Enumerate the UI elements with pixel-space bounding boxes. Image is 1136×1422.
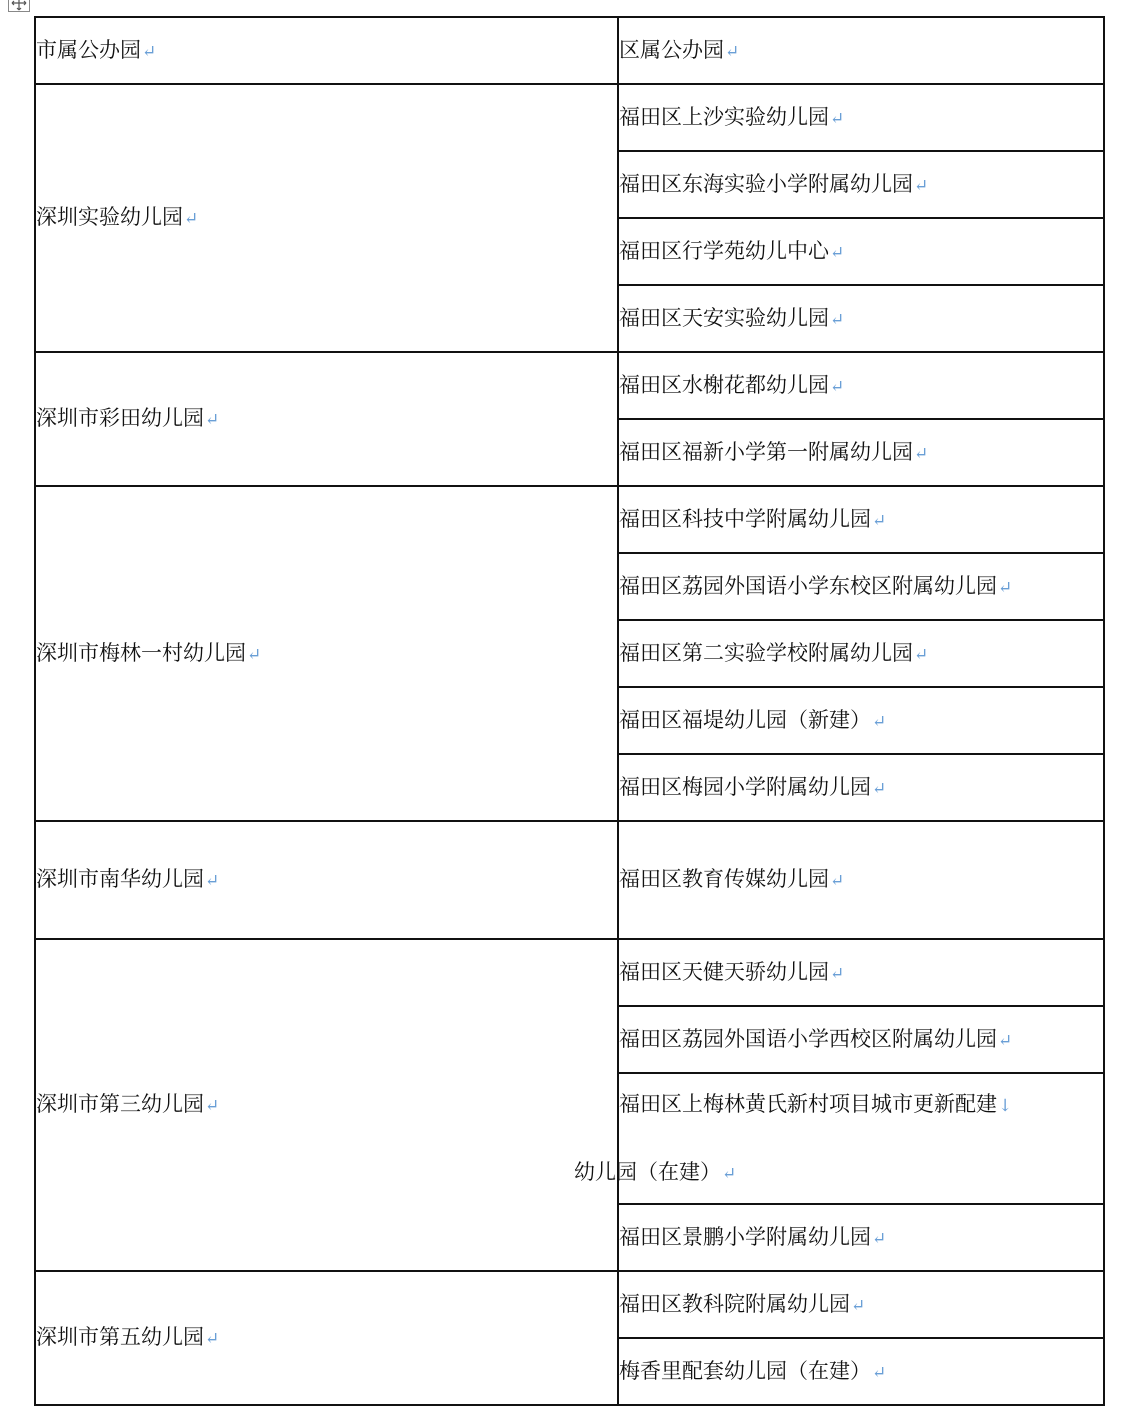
header-district-text: 区属公办园 <box>619 37 724 62</box>
city-cell <box>35 821 618 939</box>
city-cell <box>35 84 618 352</box>
paragraph-mark: ↵ <box>830 871 845 891</box>
district-cell <box>618 1338 1104 1405</box>
paragraph-mark: ↵ <box>914 644 929 665</box>
paragraph-mark: ↵ <box>872 1362 887 1383</box>
paragraph-mark: ↵ <box>722 1163 737 1184</box>
district-cell <box>618 1006 1104 1073</box>
paragraph-mark: ↵ <box>998 577 1013 598</box>
city-name: 深圳市第三幼儿园 <box>36 1092 204 1116</box>
district-name-line2: 幼儿园（在建） <box>574 1159 721 1184</box>
district-cell <box>618 620 1104 687</box>
district-cell <box>618 84 1104 151</box>
district-name: 福田区荔园外国语小学东校区附属幼儿园 <box>619 573 997 598</box>
paragraph-mark: ↵ <box>830 108 845 129</box>
district-name: 福田区东海实验小学附属幼儿园 <box>619 171 913 196</box>
district-name: 福田区教育传媒幼儿园 <box>619 867 829 891</box>
header-city-text: 市属公办园 <box>36 37 141 62</box>
paragraph-mark: ↵ <box>830 963 845 984</box>
district-name: 梅香里配套幼儿园（在建） <box>619 1358 871 1383</box>
paragraph-mark: ↵ <box>830 242 845 263</box>
district-cell <box>618 285 1104 352</box>
paragraph-mark: ↵ <box>247 644 262 665</box>
district-cell <box>618 821 1104 939</box>
district-name: 福田区天健天骄幼儿园 <box>619 959 829 984</box>
paragraph-mark: ↵ <box>142 41 157 62</box>
city-cell <box>35 352 618 486</box>
city-name: 深圳市彩田幼儿园 <box>36 406 204 430</box>
district-cell <box>618 939 1104 1006</box>
district-name: 福田区第二实验学校附属幼儿园 <box>619 640 913 665</box>
paragraph-mark: ↵ <box>998 1030 1013 1051</box>
district-name: 福田区科技中学附属幼儿园 <box>619 506 871 531</box>
district-name: 福田区上沙实验幼儿园 <box>619 104 829 129</box>
kindergarten-table <box>34 16 1105 1406</box>
district-name: 福田区福新小学第一附属幼儿园 <box>619 439 913 464</box>
district-name-line1: 福田区上梅林黄氏新村项目城市更新配建 <box>619 1091 997 1116</box>
line-break-mark: ↓ <box>998 1095 1013 1116</box>
district-cell <box>618 218 1104 285</box>
paragraph-mark: ↵ <box>872 510 887 531</box>
paragraph-mark: ↵ <box>205 871 220 891</box>
city-name: 深圳市第五幼儿园 <box>36 1325 204 1349</box>
district-name: 福田区天安实验幼儿园 <box>619 305 829 330</box>
paragraph-mark: ↵ <box>205 1329 220 1349</box>
table-row <box>35 939 1104 1006</box>
header-district <box>618 17 1104 84</box>
district-cell <box>618 352 1104 419</box>
district-name: 福田区景鹏小学附属幼儿园 <box>619 1224 871 1249</box>
city-name: 深圳实验幼儿园 <box>36 205 183 229</box>
table-row <box>35 486 1104 553</box>
city-cell <box>35 1271 618 1405</box>
district-name: 福田区水榭花都幼儿园 <box>619 372 829 397</box>
paragraph-mark: ↵ <box>830 376 845 397</box>
city-cell <box>35 486 618 821</box>
district-cell <box>618 1271 1104 1338</box>
move-icon <box>11 0 27 11</box>
paragraph-mark: ↵ <box>914 175 929 196</box>
table-row <box>35 821 1104 939</box>
paragraph-mark: ↵ <box>205 1096 220 1116</box>
paragraph-mark: ↵ <box>851 1295 866 1316</box>
paragraph-mark: ↵ <box>830 309 845 330</box>
header-row <box>35 17 1104 84</box>
paragraph-mark: ↵ <box>725 41 740 62</box>
paragraph-mark: ↵ <box>872 778 887 799</box>
district-cell <box>618 687 1104 754</box>
city-name: 深圳市南华幼儿园 <box>36 867 204 891</box>
header-city <box>35 17 618 84</box>
district-name: 福田区行学苑幼儿中心 <box>619 238 829 263</box>
district-cell <box>618 419 1104 486</box>
table-row <box>35 352 1104 419</box>
district-cell <box>618 151 1104 218</box>
table-move-handle[interactable] <box>8 0 30 12</box>
district-name: 福田区荔园外国语小学西校区附属幼儿园 <box>619 1026 997 1051</box>
table-row <box>35 84 1104 151</box>
paragraph-mark: ↵ <box>872 711 887 732</box>
city-cell <box>35 939 618 1271</box>
paragraph-mark: ↵ <box>184 209 199 229</box>
district-cell <box>618 486 1104 553</box>
district-name: 福田区福堤幼儿园（新建） <box>619 707 871 732</box>
district-cell <box>618 1204 1104 1271</box>
paragraph-mark: ↵ <box>914 443 929 464</box>
table-row <box>35 1271 1104 1338</box>
city-name: 深圳市梅林一村幼儿园 <box>36 640 246 665</box>
paragraph-mark: ↵ <box>872 1228 887 1249</box>
district-name: 福田区梅园小学附属幼儿园 <box>619 774 871 799</box>
district-cell <box>618 754 1104 821</box>
paragraph-mark: ↵ <box>205 410 220 430</box>
district-cell <box>618 553 1104 620</box>
wrapped-district <box>574 1091 1103 1186</box>
district-cell-wrapped <box>574 1073 1104 1204</box>
district-name: 福田区教科院附属幼儿园 <box>619 1291 850 1316</box>
